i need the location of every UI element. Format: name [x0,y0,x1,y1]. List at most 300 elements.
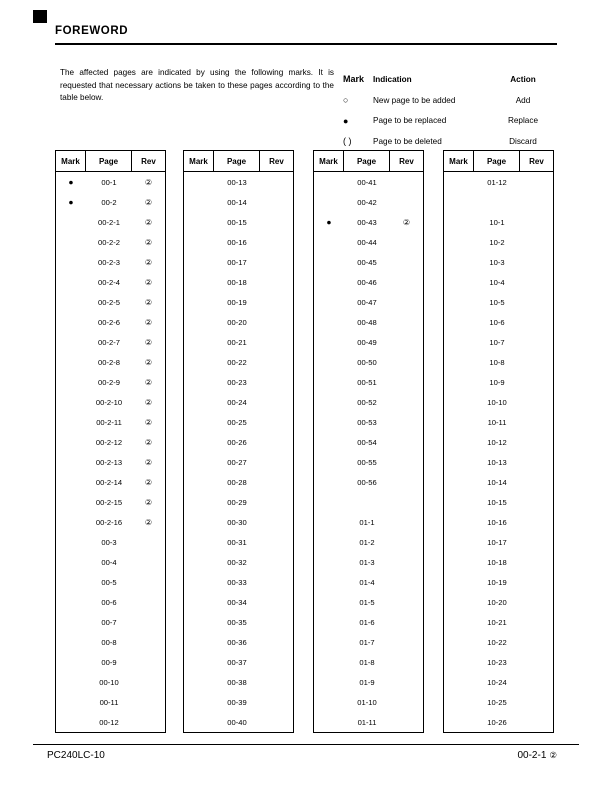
rev-cell [520,532,553,552]
table-row [184,272,293,292]
page-cell: 10-23 [487,657,507,667]
rev-cell [260,492,293,512]
table-row [56,712,165,732]
mark-cell [184,512,214,532]
page-cell: 10-26 [487,717,507,727]
page-cell: 00-40 [227,717,247,727]
column-header-mark: Mark [184,151,214,171]
mark-cell [314,492,344,512]
mark-cell [314,692,344,712]
table-row [314,652,423,672]
table-row [444,352,553,372]
rev-cell [260,232,293,252]
table-row [184,232,293,252]
rev-cell [260,172,293,192]
mark-cell [56,292,86,312]
rev-cell [260,452,293,472]
page-cell: 10-10 [487,397,507,407]
page-cell: 01-6 [359,617,375,627]
legend-action: Replace [507,116,539,126]
mark-cell [184,392,214,412]
rev-cell [520,472,553,492]
rev-cell [520,432,553,452]
rev-cell [390,692,423,712]
table-row [184,492,293,512]
page-cell: 10-1 [489,217,505,227]
mark-cell [444,552,474,572]
rev-cell [260,672,293,692]
table-row [184,192,293,212]
page-cell: 10-19 [487,577,507,587]
page-cell: 00-18 [227,277,247,287]
page-cell: 00-2-4 [98,277,120,287]
rev-cell [132,692,165,712]
rev-cell [390,472,423,492]
mark-cell [314,512,344,532]
mark-cell [444,192,474,212]
table-row [184,712,293,732]
mark-cell [444,232,474,252]
table-row [184,172,293,192]
rev-cell [520,452,553,472]
table-row [184,372,293,392]
page-cell: 00-2-15 [95,497,123,507]
mark-cell [444,312,474,332]
table-row [314,332,423,352]
table-row [56,532,165,552]
column-header-rev: Rev [529,156,544,166]
column-header-mark: Mark [444,151,474,171]
page-cell: 01-1 [359,517,375,527]
mark-cell [56,252,86,272]
column-header-page: Page [474,151,520,171]
rev-cell [390,652,423,672]
rev-cell [390,592,423,612]
mark-cell [444,352,474,372]
table-row [56,632,165,652]
rev-cell: ② [144,337,153,347]
mark-cell [444,512,474,532]
legend-row-discard [340,131,558,152]
rev-cell [260,472,293,492]
page-cell: 01-5 [359,597,375,607]
mark-cell [184,712,214,732]
page-cell: 00-32 [227,557,247,567]
rev-cell [390,512,423,532]
page-cell: 00-3 [101,537,117,547]
rev-cell [390,252,423,272]
rev-cell [132,672,165,692]
table-row [314,472,423,492]
mark-cell [184,332,214,352]
mark-cell [184,612,214,632]
page-cell: 00-36 [227,637,247,647]
table-row [56,572,165,592]
page-cell: 00-34 [227,597,247,607]
rev-cell [520,632,553,652]
page-cell: 00-43 [357,217,377,227]
mark-cell [314,352,344,372]
mark-cell [314,452,344,472]
mark-cell [56,632,86,652]
rev-cell [520,292,553,312]
table-row [444,672,553,692]
revision-mark: ② [549,750,557,760]
mark-cell [184,552,214,572]
rev-cell [520,352,553,372]
mark-cell [314,312,344,332]
mark-cell [444,252,474,272]
table-row [314,292,423,312]
column-header-mark: Mark [56,151,86,171]
pages-table-2 [183,150,294,733]
page-cell: 01-9 [359,677,375,687]
mark-cell [56,312,86,332]
page-cell: 00-2-8 [98,357,120,367]
column-header-mark: Mark [314,151,344,171]
rev-cell [390,312,423,332]
table-row [444,612,553,632]
page-cell: 10-18 [487,557,507,567]
table-row [314,612,423,632]
page-cell: 01-12 [487,177,507,187]
rev-cell [520,372,553,392]
mark-cell [56,572,86,592]
mark-cell [56,472,86,492]
page-cell: 10-11 [487,417,507,427]
filled-circle-icon: ● [343,115,349,126]
legend-indication: Page to be deleted [373,136,442,146]
rev-cell [390,552,423,572]
rev-cell [390,632,423,652]
rev-cell [390,572,423,592]
rev-cell [390,352,423,372]
page-cell: 01-3 [359,557,375,567]
mark-cell [444,332,474,352]
mark-cell [444,572,474,592]
page-number [517,750,557,761]
legend-row-add [340,90,558,111]
table-row [314,352,423,372]
table-row [56,172,165,192]
rev-cell [390,712,423,732]
page-cell: 10-24 [487,677,507,687]
rev-cell: ② [144,237,153,247]
page-cell: 10-4 [489,277,505,287]
rev-cell [390,672,423,692]
table-row [56,232,165,252]
rev-cell [132,712,165,732]
mark-cell [314,372,344,392]
page-cell: 00-17 [227,257,247,267]
mark-cell [184,652,214,672]
intro-text: The affected pages are indicated by using the following marks. It is requested that necessary actions be taken to these pages according to the table below. [60,68,334,103]
page-cell: 00-48 [357,317,377,327]
mark-cell [314,652,344,672]
page-cell: 10-15 [487,497,507,507]
page-cell: 00-50 [357,357,377,367]
page-cell: 00-2-16 [95,517,123,527]
page-cell: 10-20 [487,597,507,607]
table-row [56,492,165,512]
table-row [314,172,423,192]
page-cell: 01-7 [359,637,375,647]
page-cell: 00-38 [227,677,247,687]
table-row [56,432,165,452]
page-cell: 00-2-7 [98,337,120,347]
table-header-row [314,151,423,172]
table-row [56,212,165,232]
mark-cell [444,272,474,292]
rev-cell: ② [144,257,153,267]
mark-cell [444,692,474,712]
table-row [56,332,165,352]
table-row [444,372,553,392]
table-row [56,372,165,392]
column-header-rev: Rev [399,156,414,166]
mark-cell [314,532,344,552]
table-row [314,312,423,332]
page-title: FOREWORD [55,25,129,37]
page-cell: 10-22 [487,637,507,647]
mark-cell [184,272,214,292]
rev-cell [260,192,293,212]
rev-cell [520,692,553,712]
page-cell: 00-24 [227,397,247,407]
rev-cell [260,512,293,532]
table-row [184,352,293,372]
mark-cell [56,392,86,412]
table-row [314,192,423,212]
page-cell: 10-16 [487,517,507,527]
rev-cell [520,252,553,272]
rev-cell [390,412,423,432]
table-row [184,652,293,672]
page-cell: 00-11 [99,697,119,707]
mark-cell [184,432,214,452]
page-cell: 10-12 [487,437,507,447]
mark-cell [314,412,344,432]
table-row [184,612,293,632]
page-number-text: 00-2-1 [517,750,547,761]
rev-cell [132,592,165,612]
table-row [314,212,423,232]
rev-cell [260,692,293,712]
rev-cell: ② [144,297,153,307]
page-cell: 00-28 [227,477,247,487]
mark-cell [444,372,474,392]
rev-cell: ② [144,277,153,287]
mark-cell [184,172,214,192]
replace-mark-icon: ● [326,217,332,227]
mark-cell [56,652,86,672]
pages-table-4 [443,150,554,733]
table-row [444,572,553,592]
mark-cell [56,332,86,352]
table-row [314,572,423,592]
table-row [184,252,293,272]
mark-cell [444,392,474,412]
rev-cell [260,592,293,612]
rev-cell: ② [144,437,153,447]
page-cell: 00-12 [99,717,119,727]
rev-cell [390,612,423,632]
rev-cell [390,232,423,252]
mark-cell [314,672,344,692]
table-row [444,412,553,432]
table-row [314,632,423,652]
page-cell: 00-20 [227,317,247,327]
mark-cell [314,392,344,412]
rev-cell [260,252,293,272]
table-row [314,272,423,292]
table-row [184,412,293,432]
rev-cell [390,532,423,552]
page-cell: 01-10 [357,697,377,707]
rev-cell [390,392,423,412]
mark-cell [444,452,474,472]
rev-cell [520,312,553,332]
page-cell: 10-17 [487,537,507,547]
rev-cell [260,212,293,232]
table-header-row [56,151,165,172]
replace-mark-icon: ● [68,197,74,207]
table-row [56,452,165,472]
rev-cell: ② [144,397,153,407]
table-row [444,432,553,452]
rev-cell [390,172,423,192]
page-cell: 00-35 [227,617,247,627]
mark-cell [184,452,214,472]
table-row [314,692,423,712]
rev-cell: ② [144,477,153,487]
mark-cell [56,612,86,632]
table-row [184,592,293,612]
page-cell: 00-2-10 [95,397,123,407]
marks-legend [340,68,558,152]
table-row [444,192,553,212]
table-row [184,512,293,532]
rev-cell [260,712,293,732]
rev-cell [132,632,165,652]
rev-cell [520,512,553,532]
rev-cell [260,632,293,652]
legend-indication: New page to be added [373,95,456,105]
mark-cell [184,232,214,252]
page-cell [344,492,390,512]
mark-cell [56,712,86,732]
page-cell: 00-21 [227,337,247,347]
table-row [444,632,553,652]
page-cell: 00-16 [227,237,247,247]
page-cell: 01-8 [359,657,375,667]
page-cell: 00-31 [227,537,247,547]
rev-cell [520,492,553,512]
rev-cell [520,332,553,352]
rev-cell [260,352,293,372]
page-cell: 10-14 [487,477,507,487]
rev-cell [520,572,553,592]
mark-cell [56,492,86,512]
mark-cell [444,412,474,432]
page-cell: 00-1 [101,177,117,187]
rev-cell [260,292,293,312]
rev-cell [520,392,553,412]
page-cell: 00-42 [357,197,377,207]
page-cell: 00-55 [357,457,377,467]
page-cell: 00-2-11 [96,417,122,427]
page-cell: 00-23 [227,377,247,387]
page-cell: 00-2-2 [98,237,120,247]
table-row [444,392,553,412]
rev-cell [390,432,423,452]
table-row [184,312,293,332]
table-row [314,252,423,272]
table-row [184,432,293,452]
legend-row-replace [340,111,558,132]
rev-cell [132,532,165,552]
table-row [56,312,165,332]
rev-cell [260,412,293,432]
column-header-rev: Rev [269,156,284,166]
page-cell: 00-22 [227,357,247,367]
mark-cell [314,192,344,212]
mark-cell [444,532,474,552]
table-header-row [444,151,553,172]
rev-cell [520,232,553,252]
page-cell: 10-7 [489,337,505,347]
page-cell: 10-2 [489,237,505,247]
rev-cell: ② [144,197,153,207]
rev-cell [260,332,293,352]
page-cell: 00-25 [227,417,247,427]
rev-cell [390,452,423,472]
table-row [444,652,553,672]
mark-cell [444,172,474,192]
page-cell: 01-2 [359,537,375,547]
parentheses-mark: ( ) [343,136,352,147]
table-row [56,472,165,492]
rev-cell [260,312,293,332]
table-row [56,692,165,712]
mark-cell [56,412,86,432]
mark-cell [444,472,474,492]
mark-cell [444,212,474,232]
rev-cell [520,212,553,232]
table-row [56,652,165,672]
page-cell: 10-13 [487,457,507,467]
mark-cell [184,312,214,332]
page-cell: 00-53 [357,417,377,427]
legend-header-row [340,68,558,90]
table-row [56,352,165,372]
table-row [444,332,553,352]
mark-cell [314,712,344,732]
mark-cell [184,632,214,652]
table-row [314,532,423,552]
page-cell: 00-2-13 [95,457,123,467]
mark-cell [314,612,344,632]
page-cell: 01-4 [359,577,375,587]
page-cell: 00-46 [357,277,377,287]
open-circle-icon: ○ [343,95,349,106]
rev-cell [520,272,553,292]
page-cell: 10-21 [487,617,507,627]
rev-cell [520,652,553,672]
page-cell: 00-13 [227,177,247,187]
page-cell: 00-27 [227,457,247,467]
page-cell: 00-51 [357,377,377,387]
